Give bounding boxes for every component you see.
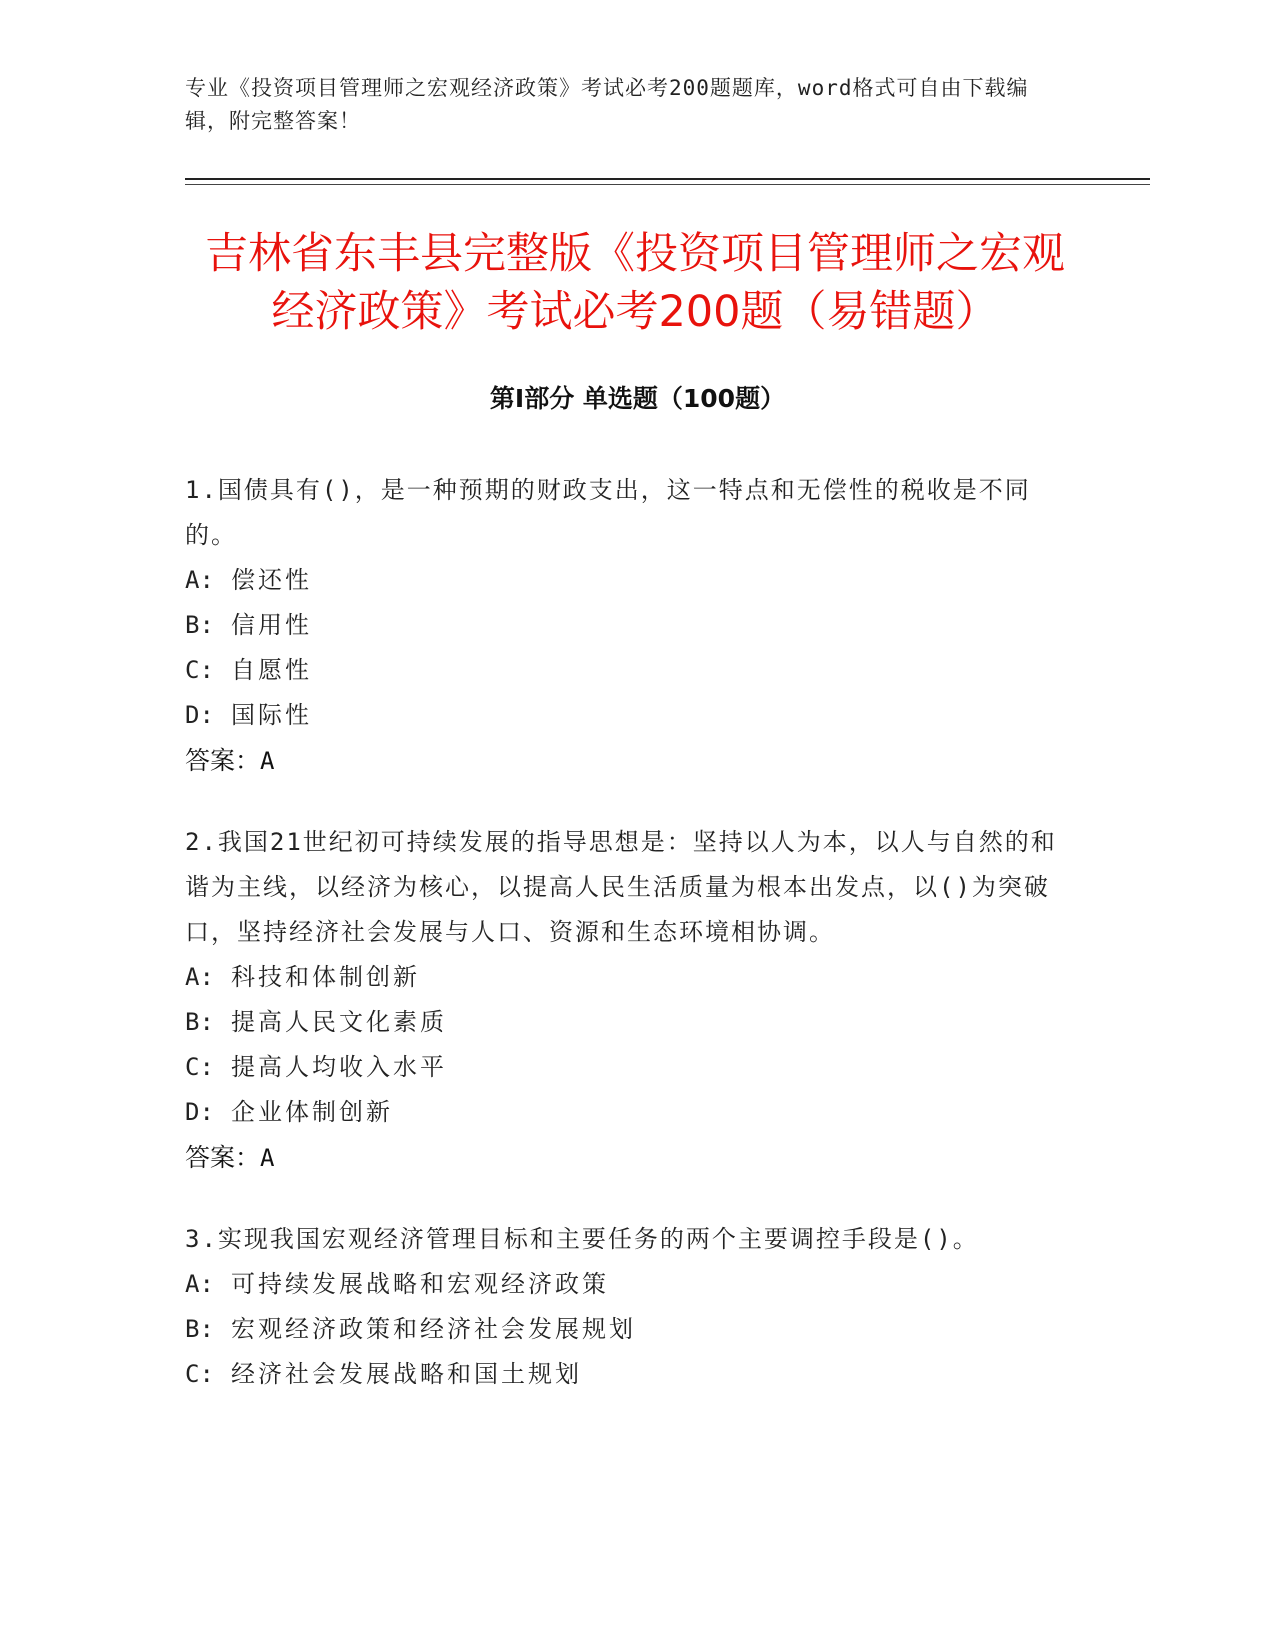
question-1 xyxy=(185,468,1065,784)
question-stem: 2.我国21世纪初可持续发展的指导思想是：坚持以人为本，以人与自然的和谐为主线，以经济为核心，以提高人民生活质量为根本出发点，以()为突破口，坚持经济社会发展与人口、资源和生态环境相协调。 xyxy=(185,828,1057,946)
section-heading: 第I部分 单选题（100题） xyxy=(489,384,786,413)
document-title: 吉林省东丰县完整版《投资项目管理师之宏观经济政策》考试必考200题（易错题） xyxy=(205,229,1065,337)
answer-line xyxy=(185,1135,1065,1181)
option-text: 自愿性 xyxy=(231,656,312,684)
question-list xyxy=(185,468,1065,1433)
option-b xyxy=(185,603,1065,648)
option-key: B: xyxy=(185,611,214,639)
answer-line xyxy=(185,738,1065,784)
option-text: 企业体制创新 xyxy=(231,1098,393,1126)
question-stem: 1.国债具有()，是一种预期的财政支出，这一特点和无偿性的税收是不同的。 xyxy=(185,476,1031,549)
answer-value: A xyxy=(260,1144,275,1172)
option-a xyxy=(185,558,1065,603)
option-key: D: xyxy=(185,1098,214,1126)
option-a xyxy=(185,955,1065,1000)
option-key: A: xyxy=(185,1270,214,1298)
option-text: 偿还性 xyxy=(231,566,312,594)
option-key: A: xyxy=(185,963,214,991)
question-2 xyxy=(185,820,1065,1181)
option-d xyxy=(185,1090,1065,1135)
header-divider-thin xyxy=(185,184,1150,185)
option-key: C: xyxy=(185,656,214,684)
option-text: 提高人均收入水平 xyxy=(231,1053,447,1081)
header-note: 专业《投资项目管理师之宏观经济政策》考试必考200题题库，word格式可自由下载编辑，附完整答案！ xyxy=(185,76,1029,133)
option-b xyxy=(185,1307,1065,1352)
option-key: B: xyxy=(185,1008,214,1036)
option-c xyxy=(185,1045,1065,1090)
option-text: 宏观经济政策和经济社会发展规划 xyxy=(231,1315,636,1343)
option-key: C: xyxy=(185,1360,214,1388)
answer-label: 答案： xyxy=(185,746,261,775)
option-d xyxy=(185,693,1065,738)
option-key: A: xyxy=(185,566,214,594)
option-text: 科技和体制创新 xyxy=(231,963,420,991)
header-divider-thick xyxy=(185,178,1150,180)
question-3 xyxy=(185,1217,1065,1397)
question-stem: 3.实现我国宏观经济管理目标和主要任务的两个主要调控手段是()。 xyxy=(185,1225,979,1253)
option-key: D: xyxy=(185,701,214,729)
option-text: 可持续发展战略和宏观经济政策 xyxy=(231,1270,609,1298)
option-text: 国际性 xyxy=(231,701,312,729)
option-text: 信用性 xyxy=(231,611,312,639)
answer-label: 答案： xyxy=(185,1143,261,1172)
option-a xyxy=(185,1262,1065,1307)
option-c xyxy=(185,1352,1065,1397)
option-key: B: xyxy=(185,1315,214,1343)
option-b xyxy=(185,1000,1065,1045)
option-text: 提高人民文化素质 xyxy=(231,1008,447,1036)
option-text: 经济社会发展战略和国土规划 xyxy=(231,1360,582,1388)
option-c xyxy=(185,648,1065,693)
answer-value: A xyxy=(260,747,275,775)
option-key: C: xyxy=(185,1053,214,1081)
